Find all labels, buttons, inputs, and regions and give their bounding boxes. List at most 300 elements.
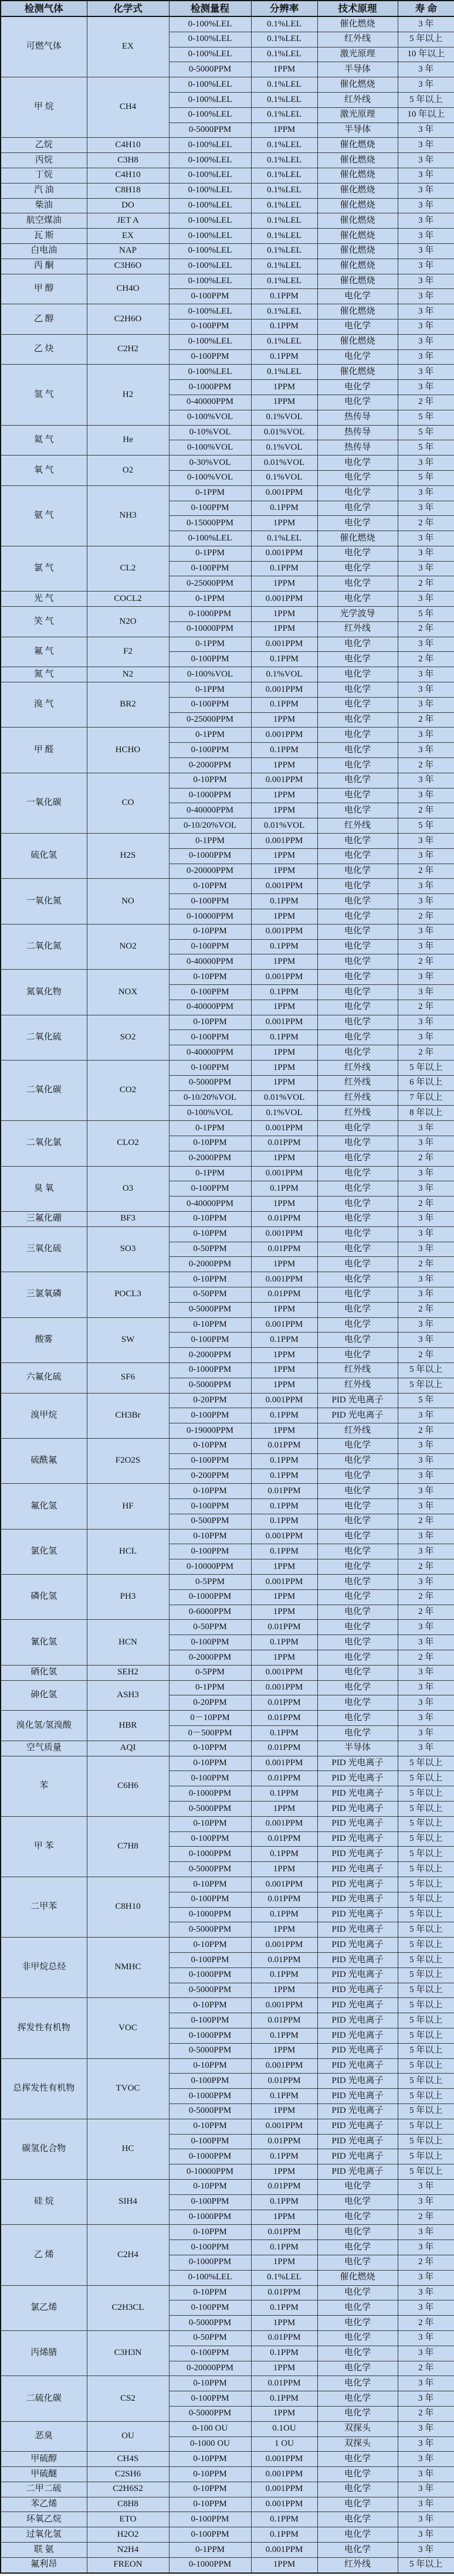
- range-cell: 0-10PPM: [169, 1484, 251, 1499]
- resolution-cell: 0.1PPM: [251, 2149, 317, 2164]
- range-cell: 0-100%LEL: [169, 229, 251, 244]
- range-cell: 0-2000PPM: [169, 1348, 251, 1363]
- gas-name-cell: 溴化氢/氢溴酸: [1, 1711, 87, 1741]
- gas-name-cell: 氟化氢: [1, 1484, 87, 1529]
- table-row: [1, 970, 454, 985]
- principle-cell: PID 光电离子: [317, 1877, 398, 1892]
- resolution-cell: 0.01PPM: [251, 1831, 317, 1847]
- formula-cell: EX: [87, 16, 169, 77]
- life-cell: 2 年: [398, 2316, 454, 2331]
- life-cell: 3 年: [398, 2482, 454, 2497]
- principle-cell: 电化学: [317, 2376, 398, 2391]
- table-row: [1, 1620, 454, 1635]
- life-cell: 5 年以上: [398, 2013, 454, 2028]
- resolution-cell: 0.01PPM: [251, 1892, 317, 1907]
- resolution-cell: 0.1%LEL: [251, 229, 317, 244]
- life-cell: 5 年以上: [398, 1967, 454, 1983]
- resolution-cell: 0.1PPM: [251, 1635, 317, 1650]
- resolution-cell: 1PPM: [251, 2210, 317, 2225]
- table-row: [1, 259, 454, 274]
- table-row: [1, 1665, 454, 1680]
- table-row: [1, 1816, 454, 1831]
- life-cell: 3 年: [398, 743, 454, 758]
- resolution-cell: 0.1%LEL: [251, 304, 317, 320]
- resolution-cell: 0.01PPM: [251, 2285, 317, 2300]
- resolution-cell: 0.1%LEL: [251, 531, 317, 546]
- resolution-cell: 1PPM: [251, 380, 317, 395]
- life-cell: 5 年: [398, 818, 454, 834]
- life-cell: 3 年: [398, 1287, 454, 1302]
- formula-cell: H2: [87, 365, 169, 425]
- range-cell: 0-10%VOL: [169, 425, 251, 440]
- principle-cell: PID 光电离子: [317, 1771, 398, 1786]
- formula-cell: C2H6O: [87, 304, 169, 335]
- range-cell: 0-100%LEL: [169, 32, 251, 47]
- range-cell: 0-100PPM: [169, 319, 251, 334]
- table-row: [1, 546, 454, 561]
- principle-cell: 电化学: [317, 2452, 398, 2467]
- formula-cell: CH3Br: [87, 1393, 169, 1438]
- gas-name-cell: 可燃气体: [1, 16, 87, 77]
- range-cell: 0-10PPM: [169, 2452, 251, 2467]
- table-row: [1, 2225, 454, 2240]
- range-cell: 0-100 OU: [169, 2421, 251, 2436]
- resolution-cell: 0.01PPM: [251, 1695, 317, 1711]
- resolution-cell: 0.1%LEL: [251, 274, 317, 289]
- resolution-cell: 0.1PPM: [251, 1514, 317, 1529]
- resolution-cell: 1PPM: [251, 1000, 317, 1015]
- life-cell: 5 年以上: [398, 1907, 454, 1922]
- gas-name-cell: 甲 醇: [1, 274, 87, 304]
- resolution-cell: 1PPM: [251, 123, 317, 138]
- principle-cell: PID 光电离子: [317, 2134, 398, 2149]
- range-cell: 0-10PPM: [169, 1211, 251, 1226]
- principle-cell: 红外线: [317, 1378, 398, 1393]
- life-cell: 3 年: [398, 1015, 454, 1030]
- life-cell: 3 年: [398, 2452, 454, 2467]
- principle-cell: 电化学: [317, 1484, 398, 1499]
- life-cell: 3 年: [398, 2497, 454, 2512]
- resolution-cell: 1PPM: [251, 909, 317, 925]
- table-row: [1, 334, 454, 349]
- life-cell: 3 年: [398, 2194, 454, 2210]
- principle-cell: 电化学: [317, 1166, 398, 1181]
- life-cell: 3 年: [398, 1030, 454, 1045]
- resolution-cell: 0.01PPM: [251, 1741, 317, 1756]
- principle-cell: PID 光电离子: [317, 1408, 398, 1423]
- resolution-cell: 0.1PPM: [251, 1907, 317, 1922]
- principle-cell: 电化学: [317, 743, 398, 758]
- principle-cell: 电化学: [317, 2194, 398, 2210]
- range-cell: 0-50PPM: [169, 2330, 251, 2346]
- range-cell: 0-20000PPM: [169, 2361, 251, 2376]
- principle-cell: 电化学: [317, 1226, 398, 1242]
- principle-cell: 电化学: [317, 319, 398, 334]
- principle-cell: 电化学: [317, 848, 398, 864]
- principle-cell: 电化学: [317, 834, 398, 849]
- life-cell: 2 年: [398, 1589, 454, 1605]
- principle-cell: PID 光电离子: [317, 1892, 398, 1907]
- table-row: [1, 1938, 454, 1953]
- formula-cell: NOX: [87, 970, 169, 1015]
- principle-cell: PID 光电离子: [317, 1967, 398, 1983]
- gas-name-cell: 氯乙烯: [1, 2285, 87, 2330]
- resolution-cell: 0.001PPM: [251, 1998, 317, 2013]
- gas-name-cell: 二氧化氯: [1, 1121, 87, 1166]
- range-cell: 0-10PPM: [169, 924, 251, 939]
- range-cell: 0-100%LEL: [169, 365, 251, 380]
- resolution-cell: 0.001PPM: [251, 970, 317, 985]
- life-cell: 3 年: [398, 198, 454, 213]
- life-cell: 3 年: [398, 1726, 454, 1741]
- life-cell: 3 年: [398, 62, 454, 77]
- formula-cell: POCL3: [87, 1272, 169, 1317]
- resolution-cell: 1PPM: [251, 1862, 317, 1877]
- resolution-cell: 0.1%LEL: [251, 153, 317, 168]
- life-cell: 2 年: [398, 652, 454, 667]
- principle-cell: 电化学: [317, 2225, 398, 2240]
- life-cell: 3 年: [398, 1544, 454, 1559]
- resolution-cell: 0.1%LEL: [251, 92, 317, 107]
- gas-name-cell: 联 氨: [1, 2543, 87, 2558]
- table-row: [1, 16, 454, 32]
- resolution-cell: 1PPM: [251, 1348, 317, 1363]
- range-cell: 0-10PPM: [169, 1015, 251, 1030]
- formula-cell: C8H8: [87, 2497, 169, 2512]
- formula-cell: NO: [87, 879, 169, 924]
- resolution-cell: 0.01%VOL: [251, 1090, 317, 1106]
- life-cell: 3 年: [398, 1635, 454, 1650]
- table-row: [1, 1741, 454, 1756]
- resolution-cell: 0.1PPM: [251, 2194, 317, 2210]
- principle-cell: 电化学: [317, 2210, 398, 2225]
- column-header-gas: 检测气体: [1, 1, 87, 16]
- range-cell: 0-10PPM: [169, 2058, 251, 2074]
- principle-cell: 电化学: [317, 1257, 398, 1272]
- life-cell: 5 年以上: [398, 1983, 454, 1998]
- range-cell: 0-1000PPM: [169, 1786, 251, 1802]
- gas-name-cell: 硫酰氟: [1, 1438, 87, 1483]
- formula-cell: N2O: [87, 607, 169, 637]
- range-cell: 0-2000PPM: [169, 1151, 251, 1166]
- principle-cell: 电化学: [317, 1514, 398, 1529]
- life-cell: 3 年: [398, 349, 454, 365]
- life-cell: 3 年: [398, 970, 454, 985]
- resolution-cell: 1PPM: [251, 2557, 317, 2572]
- resolution-cell: 0.001PPM: [251, 728, 317, 743]
- principle-cell: 电化学: [317, 879, 398, 894]
- resolution-cell: 0.01PPM: [251, 1620, 317, 1635]
- resolution-cell: 0.1PPM: [251, 1469, 317, 1484]
- range-cell: 0-5PPM: [169, 1665, 251, 1680]
- range-cell: 0-5000PPM: [169, 2316, 251, 2331]
- range-cell: 0-10PPM: [169, 2225, 251, 2240]
- resolution-cell: 0.1%VOL: [251, 410, 317, 425]
- principle-cell: 红外线: [317, 1362, 398, 1378]
- resolution-cell: 0.001PPM: [251, 1121, 317, 1136]
- resolution-cell: 0.1PPM: [251, 349, 317, 365]
- resolution-cell: 0.001PPM: [251, 592, 317, 607]
- life-cell: 3 年: [398, 501, 454, 516]
- table-row: [1, 2467, 454, 2482]
- principle-cell: 电化学: [317, 1317, 398, 1333]
- principle-cell: 催化燃烧: [317, 77, 398, 93]
- table-row: [1, 667, 454, 682]
- principle-cell: 电化学: [317, 985, 398, 1000]
- formula-cell: SIH4: [87, 2179, 169, 2224]
- life-cell: 3 年: [398, 1484, 454, 1499]
- gas-name-cell: 氢 气: [1, 365, 87, 425]
- resolution-cell: 0.001PPM: [251, 2497, 317, 2512]
- resolution-cell: 1PPM: [251, 848, 317, 864]
- resolution-cell: 1PPM: [251, 395, 317, 410]
- resolution-cell: 0.01PPM: [251, 1771, 317, 1786]
- resolution-cell: 0.01PPM: [251, 2013, 317, 2028]
- range-cell: 0-1PPM: [169, 592, 251, 607]
- resolution-cell: 0.01PPM: [251, 1136, 317, 1151]
- column-header-formula: 化学式: [87, 1, 169, 16]
- principle-cell: 电化学: [317, 1529, 398, 1544]
- range-cell: 0-100PPM: [169, 1499, 251, 1514]
- table-row: [1, 153, 454, 168]
- gas-name-cell: 挥发性有机物: [1, 1998, 87, 2058]
- range-cell: 0-10PPM: [169, 1317, 251, 1333]
- table-row: [1, 2482, 454, 2497]
- life-cell: 5 年以上: [398, 2119, 454, 2134]
- formula-cell: ETO: [87, 2512, 169, 2527]
- range-cell: 0-1000PPM: [169, 380, 251, 395]
- resolution-cell: 0.1%VOL: [251, 440, 317, 456]
- life-cell: 3 年: [398, 2285, 454, 2300]
- range-cell: 0-100PPM: [169, 1181, 251, 1197]
- principle-cell: 电化学: [317, 1015, 398, 1030]
- resolution-cell: 1PPM: [251, 62, 317, 77]
- resolution-cell: 1PPM: [251, 803, 317, 818]
- range-cell: 0-10PPM: [169, 1938, 251, 1953]
- life-cell: 3 年: [398, 1680, 454, 1695]
- principle-cell: 电化学: [317, 1575, 398, 1590]
- range-cell: 0-100PPM: [169, 561, 251, 576]
- gas-name-cell: 硒化氢: [1, 1665, 87, 1680]
- life-cell: 5 年: [398, 470, 454, 485]
- range-cell: 0-100PPM: [169, 1030, 251, 1045]
- range-cell: 0-10PPM: [169, 2497, 251, 2512]
- life-cell: 2 年: [398, 1000, 454, 1015]
- principle-cell: 电化学: [317, 546, 398, 561]
- range-cell: 0-100PPM: [169, 2346, 251, 2361]
- formula-cell: CLO2: [87, 1121, 169, 1166]
- gas-name-cell: 磷化氢: [1, 1575, 87, 1620]
- life-cell: 3 年: [398, 667, 454, 682]
- gas-name-cell: 二氧化碳: [1, 1060, 87, 1120]
- resolution-cell: 0.01PPM: [251, 2225, 317, 2240]
- life-cell: 3 年: [398, 1453, 454, 1469]
- life-cell: 3 年: [398, 2467, 454, 2482]
- range-cell: 0-5000PPM: [169, 2103, 251, 2119]
- range-cell: 0-2000PPM: [169, 1650, 251, 1666]
- formula-cell: CS2: [87, 2376, 169, 2421]
- resolution-cell: 0.1PPM: [251, 501, 317, 516]
- gas-name-cell: 硅 烷: [1, 2179, 87, 2224]
- life-cell: 2 年: [398, 516, 454, 531]
- header-row: [1, 1, 454, 16]
- principle-cell: 电化学: [317, 939, 398, 954]
- formula-cell: HCHO: [87, 728, 169, 773]
- resolution-cell: 0.001PPM: [251, 2119, 317, 2134]
- table-row: [1, 198, 454, 213]
- table-row: [1, 592, 454, 607]
- resolution-cell: 0.01%VOL: [251, 456, 317, 471]
- principle-cell: 催化燃烧: [317, 243, 398, 259]
- life-cell: 5 年以上: [398, 32, 454, 47]
- life-cell: 5 年以上: [398, 2134, 454, 2149]
- range-cell: 0-100PPM: [169, 2013, 251, 2028]
- resolution-cell: 0.01PPM: [251, 1211, 317, 1226]
- range-cell: 0-1000 OU: [169, 2436, 251, 2452]
- life-cell: 3 年: [398, 380, 454, 395]
- formula-cell: He: [87, 425, 169, 456]
- principle-cell: 电化学: [317, 1469, 398, 1484]
- principle-cell: 电化学: [317, 2406, 398, 2421]
- principle-cell: 电化学: [317, 1620, 398, 1635]
- life-cell: 3 年: [398, 788, 454, 803]
- resolution-cell: 0.01PPM: [251, 2179, 317, 2194]
- table-row: [1, 425, 454, 440]
- resolution-cell: 0.1PPM: [251, 939, 317, 954]
- resolution-cell: 0.001PPM: [251, 1575, 317, 1590]
- range-cell: 0-50PPM: [169, 1620, 251, 1635]
- principle-cell: 热传导: [317, 425, 398, 440]
- resolution-cell: 1 OU: [251, 2436, 317, 2452]
- life-cell: 3 年: [398, 289, 454, 304]
- resolution-cell: 1PPM: [251, 1922, 317, 1938]
- formula-cell: TVOC: [87, 2058, 169, 2119]
- range-cell: 0-50PPM: [169, 1242, 251, 1257]
- table-row: [1, 1438, 454, 1453]
- life-cell: 5 年以上: [398, 1892, 454, 1907]
- principle-cell: 红外线: [317, 32, 398, 47]
- formula-cell: O2: [87, 456, 169, 486]
- principle-cell: 电化学: [317, 909, 398, 925]
- resolution-cell: 0.1%LEL: [251, 138, 317, 153]
- gas-name-cell: 氟 气: [1, 637, 87, 667]
- formula-cell: EX: [87, 229, 169, 244]
- table-row: [1, 1393, 454, 1408]
- gas-name-cell: 甲 烷: [1, 77, 87, 138]
- range-cell: 0-1000PPM: [169, 1847, 251, 1862]
- resolution-cell: 0.1%VOL: [251, 470, 317, 485]
- range-cell: 0-100PPM: [169, 1771, 251, 1786]
- principle-cell: 电化学: [317, 803, 398, 818]
- table-row: [1, 2330, 454, 2346]
- formula-cell: CL2: [87, 546, 169, 591]
- principle-cell: 电化学: [317, 349, 398, 365]
- life-cell: 2 年: [398, 2210, 454, 2225]
- life-cell: 6 年以上: [398, 1075, 454, 1090]
- principle-cell: 电化学: [317, 2346, 398, 2361]
- life-cell: 5 年: [398, 440, 454, 456]
- principle-cell: 电化学: [317, 2543, 398, 2558]
- resolution-cell: 0.1PPM: [251, 1544, 317, 1559]
- resolution-cell: 0.1%LEL: [251, 213, 317, 229]
- life-cell: 5 年以上: [398, 1877, 454, 1892]
- table-row: [1, 728, 454, 743]
- principle-cell: 红外线: [317, 2557, 398, 2572]
- life-cell: 3 年: [398, 2346, 454, 2361]
- formula-cell: C8H18: [87, 183, 169, 198]
- gas-name-cell: 甲硫醇: [1, 2452, 87, 2467]
- range-cell: 0-10PPM: [169, 1226, 251, 1242]
- range-cell: 0-100PPM: [169, 743, 251, 758]
- resolution-cell: 0.001PPM: [251, 1015, 317, 1030]
- formula-cell: CO: [87, 773, 169, 833]
- resolution-cell: 0.001PPM: [251, 2543, 317, 2558]
- table-row: [1, 1272, 454, 1287]
- principle-cell: PID 光电离子: [317, 1847, 398, 1862]
- formula-cell: CH4: [87, 77, 169, 138]
- principle-cell: 电化学: [317, 485, 398, 501]
- life-cell: 3 年: [398, 304, 454, 320]
- gas-name-cell: 环氧乙烷: [1, 2512, 87, 2527]
- resolution-cell: 1PPM: [251, 758, 317, 773]
- principle-cell: 催化燃烧: [317, 259, 398, 274]
- life-cell: 5 年以上: [398, 1862, 454, 1877]
- gas-name-cell: 三氯氧磷: [1, 1272, 87, 1317]
- life-cell: 3 年: [398, 1711, 454, 1726]
- gas-name-cell: 柴油: [1, 198, 87, 213]
- principle-cell: 电化学: [317, 1650, 398, 1666]
- life-cell: 5 年以上: [398, 1756, 454, 1771]
- range-cell: 0-100%LEL: [169, 92, 251, 107]
- resolution-cell: 0.1PPM: [251, 2512, 317, 2527]
- life-cell: 5 年以上: [398, 1362, 454, 1378]
- range-cell: 0-100PPM: [169, 2391, 251, 2407]
- principle-cell: PID 光电离子: [317, 1816, 398, 1831]
- principle-cell: 电化学: [317, 2512, 398, 2527]
- table-row: [1, 2543, 454, 2558]
- principle-cell: 红外线: [317, 1106, 398, 1121]
- table-row: [1, 183, 454, 198]
- range-cell: 0-25000PPM: [169, 712, 251, 728]
- principle-cell: 电化学: [317, 1287, 398, 1302]
- resolution-cell: 1PPM: [251, 712, 317, 728]
- table-row: [1, 1484, 454, 1499]
- principle-cell: 激光原理: [317, 107, 398, 123]
- life-cell: 2 年: [398, 1302, 454, 1317]
- life-cell: 3 年: [398, 1620, 454, 1635]
- range-cell: 0-100%LEL: [169, 16, 251, 32]
- range-cell: 0-100PPM: [169, 2134, 251, 2149]
- table-row: [1, 2512, 454, 2527]
- column-header-principle: 技术原理: [317, 1, 398, 16]
- life-cell: 3 年: [398, 697, 454, 712]
- gas-name-cell: 光 气: [1, 592, 87, 607]
- life-cell: 3 年: [398, 879, 454, 894]
- table-row: [1, 2058, 454, 2074]
- range-cell: 0-5000PPM: [169, 1862, 251, 1877]
- life-cell: 3 年: [398, 924, 454, 939]
- resolution-cell: 0.1PPM: [251, 2527, 317, 2543]
- range-cell: 0-10PPM: [169, 970, 251, 985]
- table-row: [1, 924, 454, 939]
- resolution-cell: 0.001PPM: [251, 2467, 317, 2482]
- principle-cell: 电化学: [317, 2240, 398, 2255]
- resolution-cell: 1PPM: [251, 1802, 317, 1817]
- principle-cell: 红外线: [317, 1060, 398, 1075]
- life-cell: 5 年以上: [398, 2557, 454, 2572]
- life-cell: 3 年: [398, 728, 454, 743]
- life-cell: 2 年: [398, 1559, 454, 1575]
